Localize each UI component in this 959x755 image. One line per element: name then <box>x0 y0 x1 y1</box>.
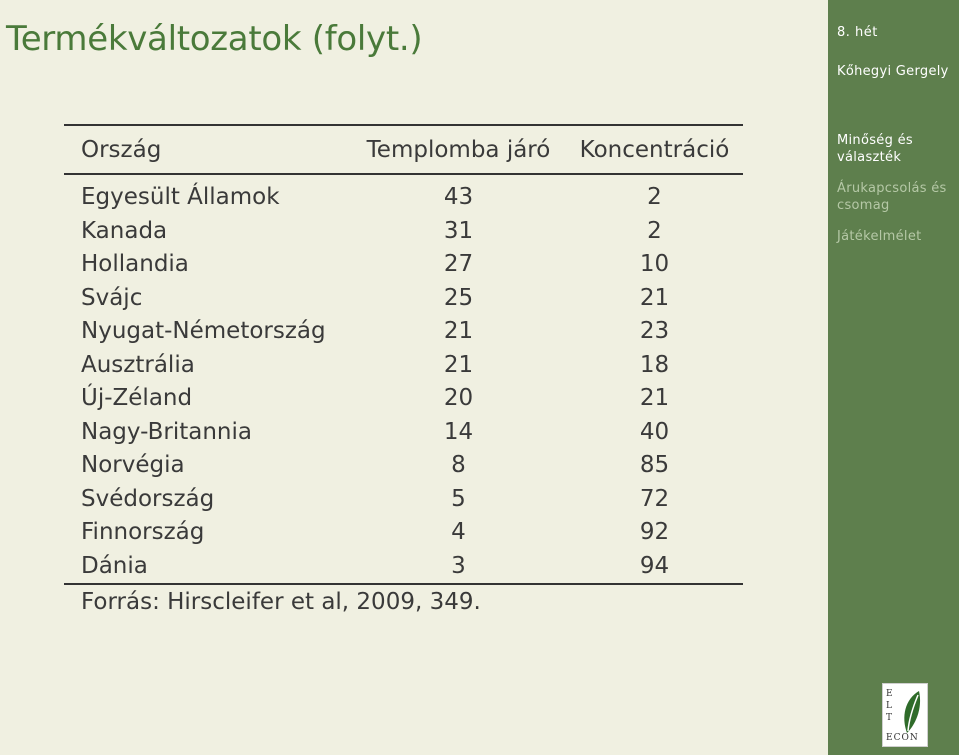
table-row <box>64 382 743 416</box>
sidebar-nav <box>837 133 959 261</box>
sidebar-author: Kőhegyi Gergely <box>837 64 949 79</box>
cell-churchgoers: 8 <box>451 452 466 478</box>
logo-econ-text: ECON <box>886 733 919 743</box>
cell-country: Svájc <box>81 284 143 311</box>
cell-country: Norvégia <box>81 452 185 478</box>
header-churchgoers: Templomba járó <box>366 137 551 163</box>
source-note: Forrás: Hirscleifer et al, 2009, 349. <box>81 589 481 615</box>
table-row <box>64 282 743 316</box>
sidebar <box>828 0 959 755</box>
cell-country: Dánia <box>81 552 148 579</box>
cell-country: Finnország <box>81 519 205 545</box>
cell-churchgoers: 31 <box>443 217 474 244</box>
cell-concentration: 94 <box>639 552 670 579</box>
table-row <box>64 449 743 483</box>
elte-econ-logo <box>882 683 928 747</box>
table-row <box>64 550 743 584</box>
table-bottom-rule <box>64 583 743 585</box>
cell-concentration: 21 <box>639 284 670 311</box>
cell-country: Egyesült Államok <box>81 184 280 210</box>
table-row <box>64 215 743 249</box>
cell-country: Kanada <box>81 217 168 244</box>
sidebar-week: 8. hét <box>837 25 878 40</box>
table-row <box>64 349 743 383</box>
cell-concentration: 40 <box>639 418 670 445</box>
slide-title: Termékváltozatok (folyt.) <box>6 19 423 59</box>
cell-country: Hollandia <box>81 251 189 277</box>
cell-churchgoers: 43 <box>443 184 474 210</box>
cell-concentration: 85 <box>639 452 670 478</box>
cell-concentration: 92 <box>639 519 670 545</box>
cell-churchgoers: 3 <box>451 552 466 579</box>
sidebar-item-minoseg[interactable]: Minőség és választék <box>837 133 913 165</box>
table-header-row <box>64 125 743 174</box>
cell-country: Új-Zéland <box>81 385 193 411</box>
cell-churchgoers: 20 <box>443 385 474 411</box>
cell-churchgoers: 21 <box>443 318 474 344</box>
country-table <box>64 124 743 583</box>
cell-churchgoers: 27 <box>443 251 474 277</box>
cell-country: Ausztrália <box>81 351 195 378</box>
table-row <box>64 248 743 282</box>
sidebar-item-arukapcsolas[interactable]: Árukapcsolás és csomag <box>837 181 947 213</box>
leaf-icon <box>899 689 925 737</box>
cell-country: Nyugat-Németország <box>81 318 326 344</box>
data-table-container <box>64 124 743 615</box>
sidebar-item-jatekelmelet[interactable]: Játékelmélet <box>837 229 922 244</box>
header-concentration: Koncentráció <box>579 137 730 163</box>
cell-concentration: 18 <box>639 351 670 378</box>
cell-country: Nagy-Britannia <box>81 418 252 445</box>
cell-concentration: 21 <box>639 385 670 411</box>
cell-churchgoers: 25 <box>443 284 474 311</box>
table-row <box>64 483 743 517</box>
header-country: Ország <box>81 137 162 163</box>
cell-churchgoers: 4 <box>451 519 466 545</box>
cell-churchgoers: 5 <box>451 485 466 512</box>
table-row <box>64 416 743 450</box>
table-row <box>64 315 743 349</box>
cell-churchgoers: 21 <box>443 351 474 378</box>
cell-country: Svédország <box>81 485 215 512</box>
cell-concentration: 72 <box>639 485 670 512</box>
cell-concentration: 23 <box>639 318 670 344</box>
table-body <box>64 174 743 583</box>
cell-concentration: 2 <box>647 217 662 244</box>
cell-concentration: 10 <box>639 251 670 277</box>
logo-letters: E L T <box>886 689 893 723</box>
table-row <box>64 174 743 215</box>
cell-churchgoers: 14 <box>443 418 474 445</box>
cell-concentration: 2 <box>647 184 662 210</box>
table-row <box>64 516 743 550</box>
